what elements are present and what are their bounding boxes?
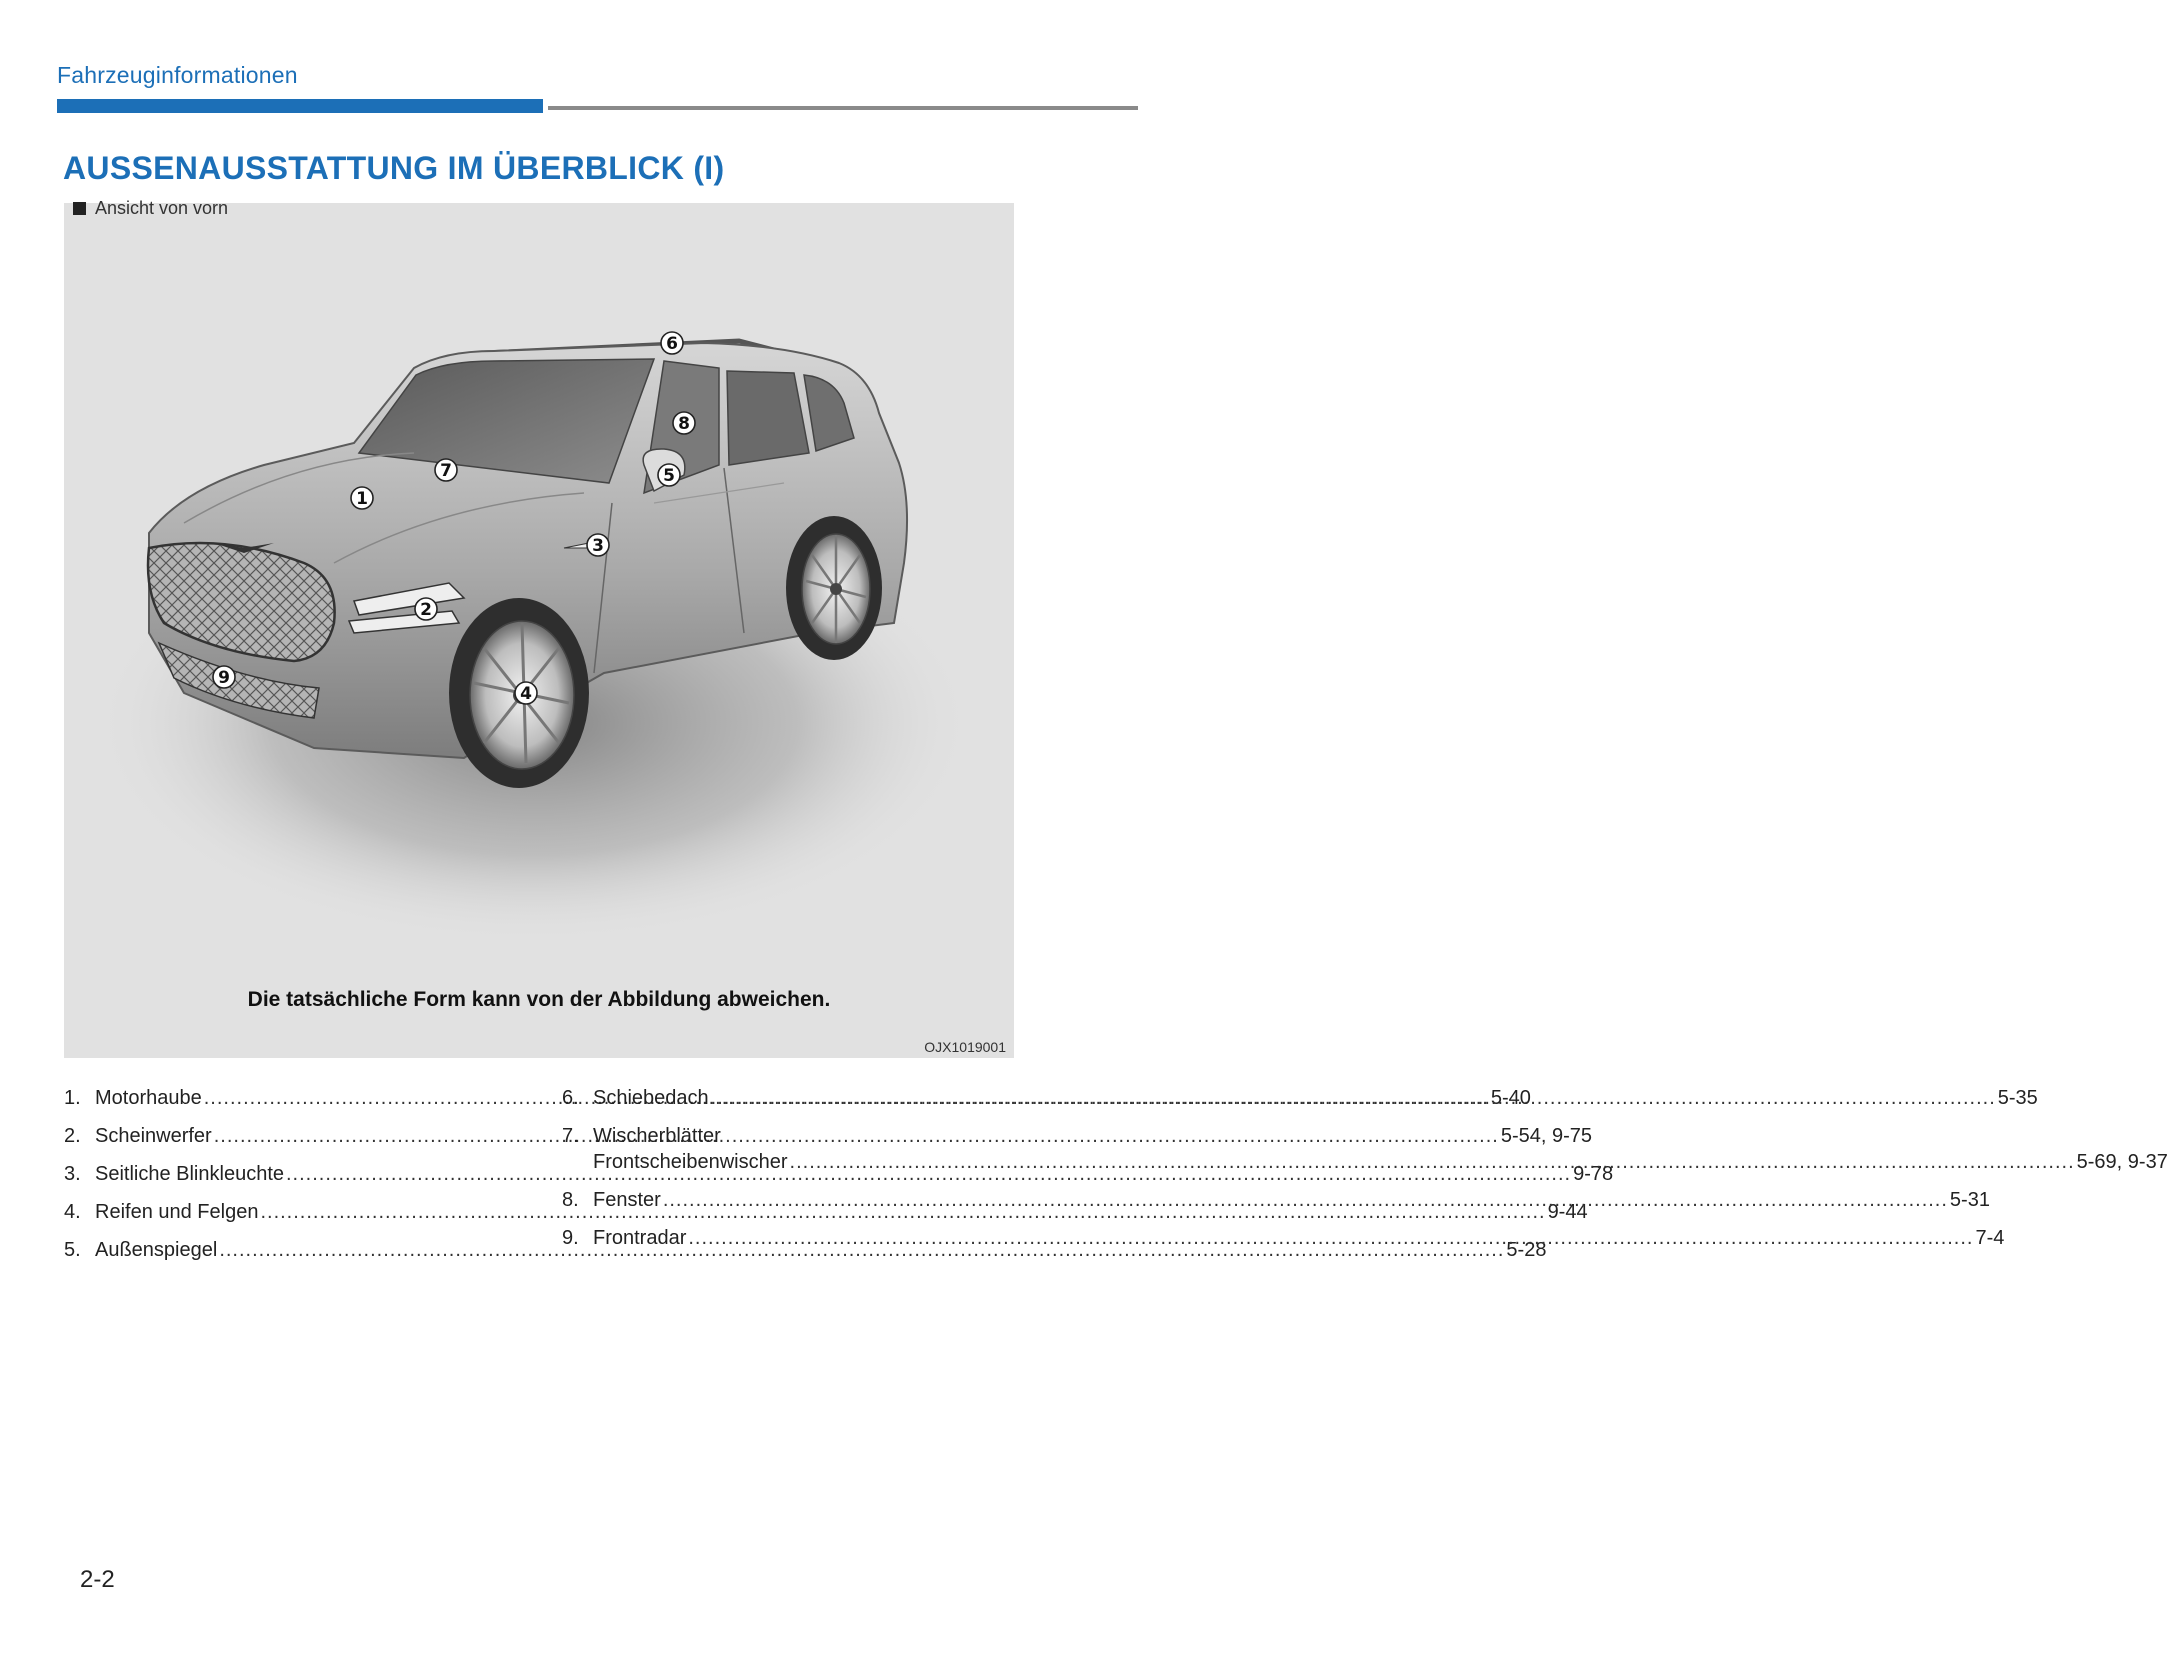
svg-text:9: 9 — [218, 668, 230, 688]
item-number: 6. — [562, 1087, 579, 1109]
item-page-ref: 5-28 — [1506, 1239, 1547, 1261]
svg-text:7: 7 — [440, 461, 452, 481]
callout-8 — [673, 412, 695, 434]
item-page-ref: 9-78 — [1573, 1163, 1614, 1185]
item-label: Wischerblätter — [593, 1125, 721, 1147]
section-header: Fahrzeuginformationen — [57, 62, 298, 88]
item-page-ref: 5-69, 9-37 — [2076, 1151, 2168, 1173]
header-rule-blue — [57, 99, 543, 113]
item-page-ref: 5-31 — [1949, 1189, 1990, 1211]
figure-code: OJX1019001 — [924, 1039, 1006, 1055]
square-bullet-icon — [73, 202, 86, 215]
leader-dots — [711, 1085, 1996, 1111]
leader-dots — [688, 1225, 1973, 1251]
svg-text:3: 3 — [592, 536, 604, 556]
item-number: 3. — [64, 1163, 81, 1185]
item-page-ref: 9-44 — [1547, 1201, 1588, 1223]
callout-3 — [587, 534, 609, 556]
callout-7 — [435, 459, 457, 481]
item-number: 5. — [64, 1239, 81, 1261]
callout-9 — [213, 666, 235, 688]
callout-6 — [661, 332, 683, 354]
item-label: Schiebedach — [593, 1087, 709, 1109]
header-rule-gray — [548, 106, 1138, 110]
callout-5 — [658, 464, 680, 486]
page-title: AUSSENAUSSTATTUNG IM ÜBERBLICK (I) — [63, 150, 725, 186]
callout-2 — [415, 598, 437, 620]
svg-text:6: 6 — [666, 334, 678, 354]
item-number: 7. — [562, 1125, 579, 1147]
svg-text:5: 5 — [663, 466, 675, 486]
svg-text:2: 2 — [420, 600, 432, 620]
leader-dots — [663, 1187, 1948, 1213]
item-label: Seitliche Blinkleuchte — [95, 1163, 284, 1185]
svg-text:1: 1 — [356, 489, 368, 509]
item-number: 9. — [562, 1227, 579, 1249]
figure-caption: Die tatsächliche Form kann von der Abbildung abweichen. — [247, 988, 831, 1011]
svg-text:4: 4 — [520, 684, 532, 704]
item-label: Außenspiegel — [95, 1239, 218, 1261]
callout-4 — [515, 682, 537, 704]
item-number: 1. — [64, 1087, 81, 1109]
item-number: 4. — [64, 1201, 81, 1223]
item-number: 8. — [562, 1189, 579, 1211]
page-number: 2-2 — [80, 1566, 115, 1593]
item-page-ref: 5-40 — [1490, 1087, 1531, 1109]
subtitle-text: Ansicht von vorn — [95, 198, 229, 218]
item-label: Motorhaube — [95, 1087, 202, 1109]
vehicle-figure — [64, 203, 1014, 1058]
item-number: 2. — [64, 1125, 81, 1147]
item-label-second-line: Frontscheibenwischer — [593, 1151, 788, 1173]
item-label: Reifen und Felgen — [95, 1201, 259, 1223]
item-page-ref: 7-4 — [1975, 1227, 2005, 1249]
svg-text:8: 8 — [678, 414, 690, 434]
item-label: Scheinwerfer — [95, 1125, 212, 1147]
item-label: Fenster — [593, 1189, 661, 1211]
leader-dots — [790, 1149, 2075, 1175]
item-label: Frontradar — [593, 1227, 687, 1249]
item-page-ref: 5-54, 9-75 — [1500, 1125, 1592, 1147]
item-page-ref: 5-35 — [1997, 1087, 2038, 1109]
car-illustration — [64, 203, 1014, 1058]
callout-1 — [351, 487, 373, 509]
figure-subtitle — [73, 198, 228, 219]
